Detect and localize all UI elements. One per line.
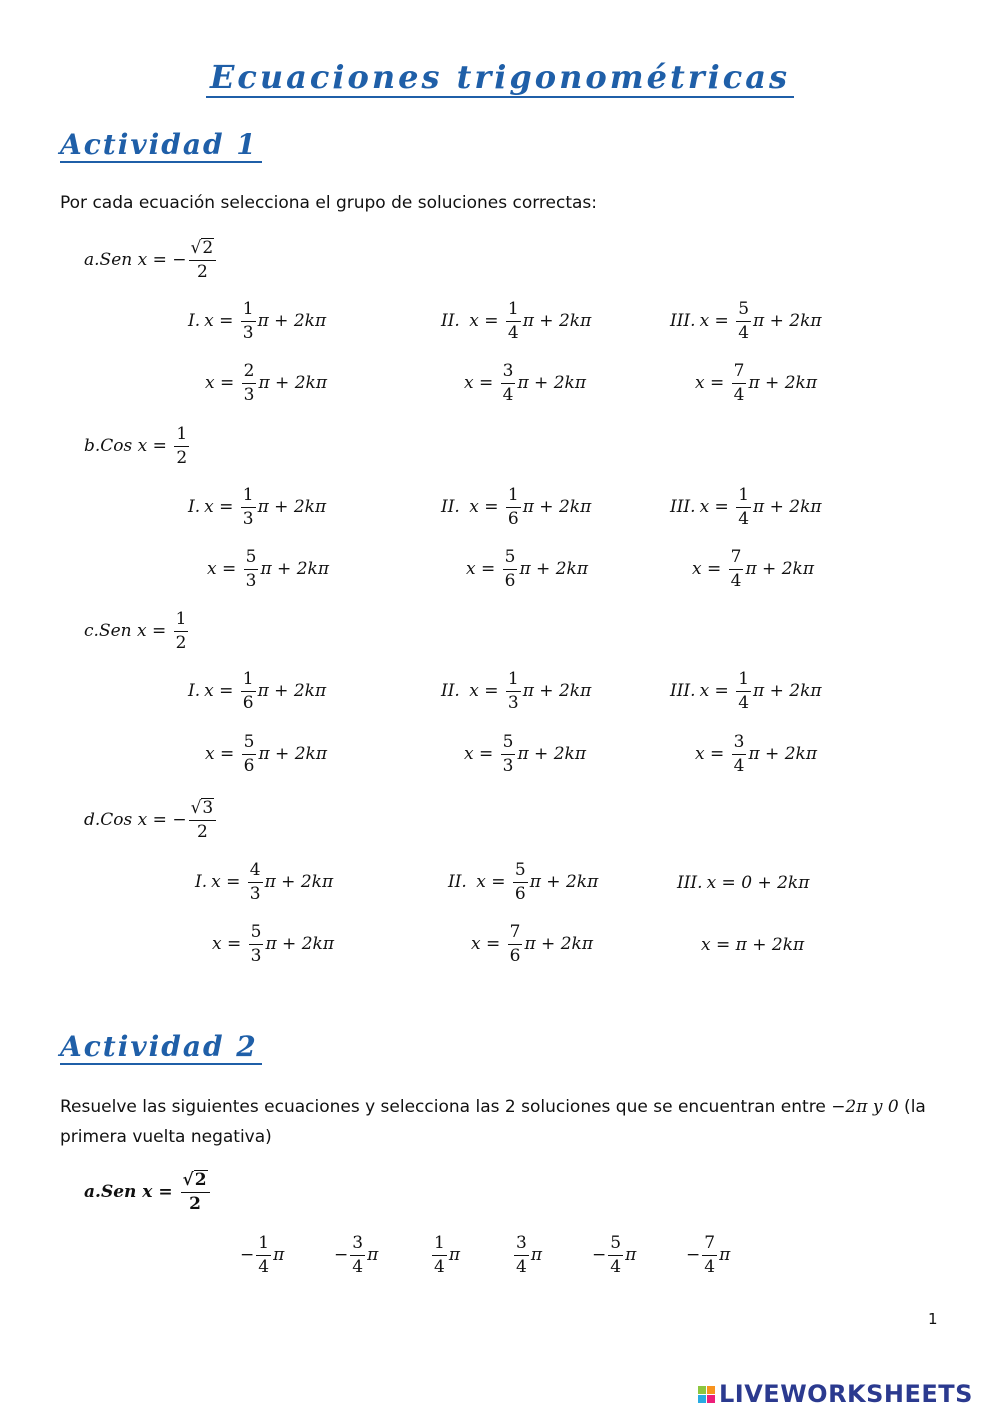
option-b-I-row1[interactable]: I. x = $\frac{1}{3}$ π + 2kπ: [188, 485, 327, 529]
option-d-II-row1[interactable]: II. x = $\frac{5}{6}$ π + 2kπ: [448, 860, 599, 904]
option-c-I-row1[interactable]: I. x = $\frac{1}{6}$ π + 2kπ: [188, 669, 327, 713]
activity-1-heading: Actividad 1: [60, 128, 262, 161]
activity-2-choice-1[interactable]: − $\frac{1}{4}$ π: [240, 1233, 285, 1277]
option-b-I-row2[interactable]: x = $\frac{5}{3}$ π + 2kπ: [207, 547, 329, 591]
page-title: Ecuaciones trigonométricas: [0, 58, 1000, 96]
option-c-III-row2[interactable]: x = $\frac{3}{4}$ π + 2kπ: [695, 732, 817, 776]
option-c-II-row2[interactable]: x = $\frac{5}{3}$ π + 2kπ: [464, 732, 586, 776]
option-a-I-row1[interactable]: I. x = $\frac{1}{3}$ π + 2kπ: [188, 299, 327, 343]
option-d-II-row2[interactable]: x = $\frac{7}{6}$ π + 2kπ: [471, 922, 593, 966]
page-number: 1: [928, 1310, 938, 1328]
option-a-III-row2[interactable]: x = $\frac{7}{4}$ π + 2kπ: [695, 361, 817, 405]
activity-2-choice-6[interactable]: − $\frac{7}{4}$ π: [686, 1233, 731, 1277]
option-d-III-row1[interactable]: III. x = 0 + 2kπ: [677, 873, 810, 893]
option-c-II-row1[interactable]: II. x = $\frac{1}{3}$ π + 2kπ: [441, 669, 592, 713]
option-d-I-row2[interactable]: x = $\frac{5}{3}$ π + 2kπ: [212, 922, 334, 966]
option-a-I-row2[interactable]: x = $\frac{2}{3}$ π + 2kπ: [205, 361, 327, 405]
option-b-III-row2[interactable]: x = $\frac{7}{4}$ π + 2kπ: [692, 547, 814, 591]
option-c-III-row1[interactable]: III. x = $\frac{1}{4}$ π + 2kπ: [670, 669, 822, 713]
activity-2-heading: Actividad 2: [60, 1030, 262, 1063]
activity-2-choice-4[interactable]: $\frac{3}{4}$ π: [516, 1233, 543, 1277]
liveworksheets-logo: [698, 1380, 973, 1408]
liveworksheets-logo-icon: [698, 1386, 715, 1403]
question-d-equation: d. Cos x = − √ 3 2: [84, 798, 218, 841]
option-d-I-row1[interactable]: I. x = $\frac{4}{3}$ π + 2kπ: [195, 860, 334, 904]
question-b-equation: b. Cos x = $\frac{1}{2}$: [84, 424, 188, 468]
option-a-III-row1[interactable]: III. x = $\frac{5}{4}$ π + 2kπ: [670, 299, 822, 343]
activity-2-choice-3[interactable]: $\frac{1}{4}$ π: [434, 1233, 461, 1277]
liveworksheets-logo-text: LIVEWORKSHEETS: [719, 1380, 973, 1408]
activity-2-instruction: Resuelve las siguientes ecuaciones y selecciona las 2 soluciones que se encuentran entre −2π y 0 (la primera vuelta negativa): [60, 1097, 926, 1147]
option-b-III-row1[interactable]: III. x = $\frac{1}{4}$ π + 2kπ: [670, 485, 822, 529]
option-b-II-row1[interactable]: II. x = $\frac{1}{6}$ π + 2kπ: [441, 485, 592, 529]
option-a-II-row2[interactable]: x = $\frac{3}{4}$ π + 2kπ: [464, 361, 586, 405]
activity-2-choice-5[interactable]: − $\frac{5}{4}$ π: [592, 1233, 637, 1277]
activity-2-choice-2[interactable]: − $\frac{3}{4}$ π: [334, 1233, 379, 1277]
question-c-equation: c. Sen x = $\frac{1}{2}$: [84, 609, 187, 653]
option-a-II-row1[interactable]: II. x = $\frac{1}{4}$ π + 2kπ: [441, 299, 592, 343]
option-b-II-row2[interactable]: x = $\frac{5}{6}$ π + 2kπ: [466, 547, 588, 591]
question-a-equation: a. Sen x = − √ 2 2: [84, 238, 218, 281]
activity-1-instruction: Por cada ecuación selecciona el grupo de soluciones correctas:: [60, 193, 598, 213]
option-d-III-row2[interactable]: x = π + 2kπ: [701, 935, 805, 955]
option-c-I-row2[interactable]: x = $\frac{5}{6}$ π + 2kπ: [205, 732, 327, 776]
activity-2-question-a: a. Sen x = √ 2 2: [84, 1170, 212, 1213]
